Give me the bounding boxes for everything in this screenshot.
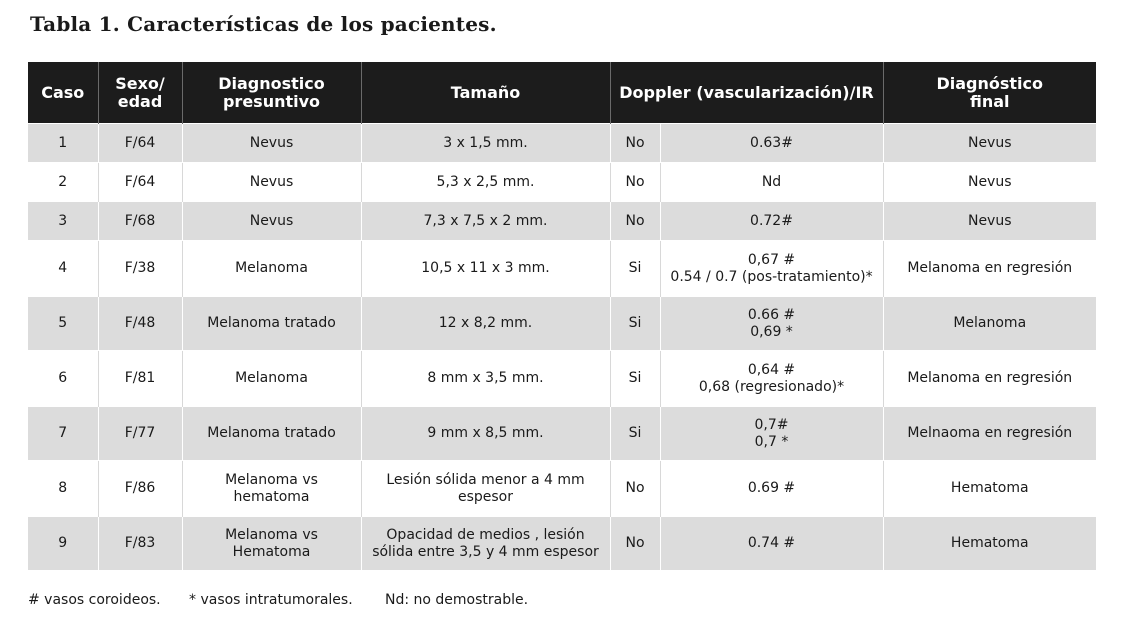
table-header (28, 62, 1096, 124)
header-diagnostico-label: Diagnostico (218, 73, 325, 93)
table-row (28, 351, 1096, 407)
cell-diagnostico-final: Nevus (883, 163, 1096, 202)
header-presuntivo-label: presuntivo (222, 91, 321, 111)
cell-sexo-edad: F/48 (98, 297, 182, 351)
cell-diagnostico (182, 124, 361, 163)
cell-ir (660, 163, 883, 202)
cell-doppler: No (610, 461, 660, 517)
header-edad-label: edad (117, 91, 163, 111)
cell-diagnostico-line-2: hematoma (233, 488, 310, 505)
cell-tamano-line: 8 mm x 3,5 mm. (427, 370, 544, 386)
cell-sexo-edad: F/86 (98, 461, 182, 517)
cell-diagnostico (182, 297, 361, 351)
cell-tamano (361, 461, 610, 517)
cell-sexo-edad: F/68 (98, 202, 182, 241)
cell-diagnostico (182, 202, 361, 241)
cell-diagnostico-line: Melanoma tratado (207, 425, 336, 441)
cell-diagnostico-final: Melnaoma en regresión (883, 407, 1096, 461)
cell-ir (660, 461, 883, 517)
cell-caso: 7 (28, 407, 98, 461)
table-row (28, 297, 1096, 351)
cell-doppler: Si (610, 241, 660, 297)
cell-ir-line-2: 0,68 (regresionado)* (698, 378, 845, 395)
cell-diagnostico-line: Nevus (249, 173, 294, 190)
cell-ir-line: Nd (761, 173, 782, 190)
cell-ir-line: 0,64 # (747, 361, 796, 378)
footnote-nd: Nd: no demostrable. (385, 592, 529, 608)
cell-diagnostico-line: Melanoma (235, 260, 308, 276)
cell-tamano-line-2: espesor (457, 488, 514, 505)
cell-tamano (361, 163, 610, 202)
cell-sexo-edad: F/64 (98, 124, 182, 163)
cell-doppler: Si (610, 351, 660, 407)
cell-caso: 3 (28, 202, 98, 241)
footnote-hash: # vasos coroideos. (28, 592, 161, 608)
cell-ir (660, 124, 883, 163)
header-sexo-label: Sexo/ (115, 73, 165, 93)
cell-diagnostico-line: Melanoma (235, 370, 308, 386)
table-body (28, 124, 1096, 571)
cell-diagnostico-line: Melanoma tratado (207, 315, 336, 331)
cell-ir-line: 0,7# (754, 416, 789, 433)
cell-tamano (361, 202, 610, 241)
cell-ir (660, 351, 883, 407)
cell-diagnostico-line: Nevus (249, 134, 294, 151)
header-diagnostico-presuntivo (182, 62, 361, 124)
cell-doppler: Si (610, 407, 660, 461)
header-final-label-2: final (969, 91, 1010, 111)
table-row (28, 202, 1096, 241)
cell-diagnostico-final: Melanoma en regresión (883, 241, 1096, 297)
cell-caso: 1 (28, 124, 98, 163)
cell-diagnostico-line-2: Hematoma (232, 543, 311, 560)
cell-tamano-line-2: sólida entre 3,5 y 4 mm espesor (372, 543, 599, 560)
cell-diagnostico-line: Nevus (249, 212, 294, 229)
cell-sexo-edad: F/83 (98, 517, 182, 571)
cell-ir (660, 407, 883, 461)
table-row (28, 163, 1096, 202)
table-row (28, 461, 1096, 517)
cell-ir (660, 517, 883, 571)
cell-diagnostico (182, 517, 361, 571)
header-diagnostico-final (883, 62, 1096, 124)
cell-ir-line: 0.66 # (747, 306, 796, 323)
header-caso: Caso (28, 62, 98, 124)
cell-ir-line-2: 0.54 / 0.7 (pos-tratamiento)* (670, 268, 873, 285)
cell-tamano (361, 517, 610, 571)
cell-ir-line-2: 0,7 * (754, 433, 789, 450)
cell-caso: 8 (28, 461, 98, 517)
cell-doppler: No (610, 163, 660, 202)
cell-tamano (361, 124, 610, 163)
cell-tamano-line: Opacidad de medios , lesión (386, 526, 585, 543)
cell-sexo-edad: F/38 (98, 241, 182, 297)
cell-tamano (361, 351, 610, 407)
cell-ir-line: 0.74 # (747, 535, 796, 551)
cell-diagnostico (182, 407, 361, 461)
cell-diagnostico (182, 351, 361, 407)
cell-diagnostico-final: Nevus (883, 124, 1096, 163)
cell-diagnostico-line: Melanoma vs (225, 526, 318, 543)
cell-tamano (361, 297, 610, 351)
cell-ir-line: 0,67 # (747, 251, 796, 268)
table-row (28, 124, 1096, 163)
cell-tamano-line: 12 x 8,2 mm. (438, 315, 533, 331)
cell-ir (660, 297, 883, 351)
cell-doppler: No (610, 202, 660, 241)
cell-diagnostico-final: Nevus (883, 202, 1096, 241)
cell-diagnostico (182, 163, 361, 202)
cell-tamano-line: 5,3 x 2,5 mm. (436, 173, 535, 190)
patients-table (28, 62, 1096, 570)
cell-ir-line: 0.69 # (747, 480, 796, 496)
cell-ir-line: 0.63# (750, 134, 793, 151)
cell-caso: 6 (28, 351, 98, 407)
header-sexo-edad (98, 62, 182, 124)
cell-sexo-edad: F/77 (98, 407, 182, 461)
cell-diagnostico-line: Melanoma vs (225, 471, 318, 488)
cell-diagnostico-final: Melanoma (883, 297, 1096, 351)
cell-diagnostico (182, 461, 361, 517)
cell-doppler: Si (610, 297, 660, 351)
cell-sexo-edad: F/64 (98, 163, 182, 202)
cell-tamano (361, 241, 610, 297)
cell-sexo-edad: F/81 (98, 351, 182, 407)
cell-ir-line-2: 0,69 * (750, 323, 793, 340)
table-row (28, 407, 1096, 461)
table-title: Tabla 1. Características de los pacientes. (30, 12, 497, 36)
cell-ir (660, 241, 883, 297)
cell-caso: 9 (28, 517, 98, 571)
cell-diagnostico-final: Melanoma en regresión (883, 351, 1096, 407)
cell-caso: 4 (28, 241, 98, 297)
footnote-star: * vasos intratumorales. (189, 592, 353, 608)
cell-diagnostico-final: Hematoma (883, 517, 1096, 571)
cell-caso: 2 (28, 163, 98, 202)
cell-tamano-line: 9 mm x 8,5 mm. (427, 425, 544, 441)
cell-caso: 5 (28, 297, 98, 351)
cell-ir-line: 0.72# (750, 212, 793, 229)
header-doppler: Doppler (vascularización)/IR (610, 62, 883, 124)
cell-tamano-line: 7,3 x 7,5 x 2 mm. (423, 212, 548, 229)
table-row (28, 517, 1096, 571)
cell-ir (660, 202, 883, 241)
header-tamano: Tamaño (361, 62, 610, 124)
cell-diagnostico-final: Hematoma (883, 461, 1096, 517)
cell-tamano-line: Lesión sólida menor a 4 mm (386, 471, 585, 488)
table-row (28, 241, 1096, 297)
cell-tamano (361, 407, 610, 461)
cell-doppler: No (610, 517, 660, 571)
cell-tamano-line: 3 x 1,5 mm. (443, 134, 528, 151)
cell-doppler: No (610, 124, 660, 163)
header-final-label-1: Diagnóstico (936, 73, 1044, 93)
cell-diagnostico (182, 241, 361, 297)
cell-tamano-line: 10,5 x 11 x 3 mm. (421, 260, 550, 276)
